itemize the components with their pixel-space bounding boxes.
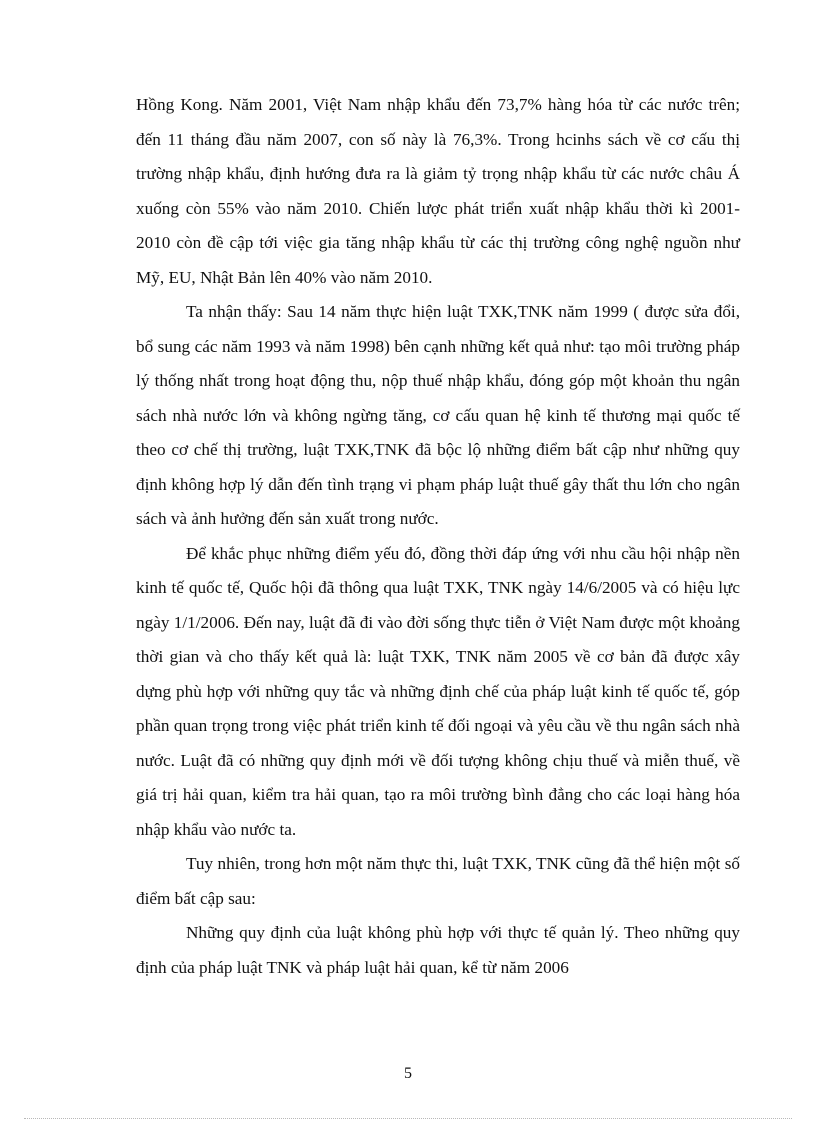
document-body	[136, 88, 740, 985]
page-bottom-border	[24, 1118, 792, 1119]
page-number: 5	[404, 1065, 412, 1082]
paragraph-4: Tuy nhiên, trong hơn một năm thực thi, luật TXK, TNK cũng đã thể hiện một số điểm bất cập sau:	[136, 854, 740, 908]
paragraph-1: Hồng Kong. Năm 2001, Việt Nam nhập khẩu đến 73,7% hàng hóa từ các nước trên; đến 11 tháng đầu năm 2007, con số này là 76,3%. Trong hcinhs sách về cơ cấu thị trường nhập khẩu, định hướng đưa ra là giảm tỷ trọng nhập khẩu từ các nước châu Á xuống còn 55% vào năm 2010. Chiến lược phát triển xuất nhập khẩu thời kì 2001- 2010 còn đề cập tới việc gia tăng nhập khẩu từ các thị trường công nghệ nguồn như Mỹ, EU, Nhật Bản lên 40% vào năm 2010.	[136, 95, 740, 287]
paragraph-5: Những quy định của luật không phù hợp với thực tế quản lý. Theo những quy định của pháp luật TNK và pháp luật hải quan, kể từ năm 2006	[136, 923, 740, 977]
paragraph-3: Để khắc phục những điểm yếu đó, đồng thời đáp ứng với nhu cầu hội nhập nền kinh tế quốc tế, Quốc hội đã thông qua luật TXK, TNK ngày 14/6/2005 và có hiệu lực ngày 1/1/2006. Đến nay, luật đã đi vào đời sống thực tiễn ở Việt Nam được một khoảng thời gian và cho thấy kết quả là: luật TXK, TNK năm 2005 về cơ bản đã được xây dựng phù hợp với những quy tắc và những định chế của pháp luật kinh tế quốc tế, góp phần quan trọng trong việc phát triển kinh tế đối ngoại và yêu cầu về thu ngân sách nhà nước. Luật đã có những quy định mới về đối tượng không chịu thuế và miễn thuế, về giá trị hải quan, kiểm tra hải quan, tạo ra môi trường bình đẳng cho các loại hàng hóa nhập khẩu vào nước ta.	[136, 543, 740, 839]
paragraph-2: Ta nhận thấy: Sau 14 năm thực hiện luật TXK,TNK năm 1999 ( được sửa đổi, bổ sung các năm 1993 và năm 1998) bên cạnh những kết quả như: tạo môi trường pháp lý thống nhất trong hoạt động thu, nộp thuế nhập khẩu, đóng góp một khoản thu ngân sách nhà nước lớn và không ngừng tăng, cơ cấu quan hệ kinh tế thương mại quốc tế theo cơ chế thị trường, luật TXK,TNK đã bộc lộ những điểm bất cập như những quy định không hợp lý dẫn đến tình trạng vi phạm pháp luật thuế gây thất thu lớn cho ngân sách và ảnh hưởng đến sản xuất trong nước.	[136, 302, 740, 528]
